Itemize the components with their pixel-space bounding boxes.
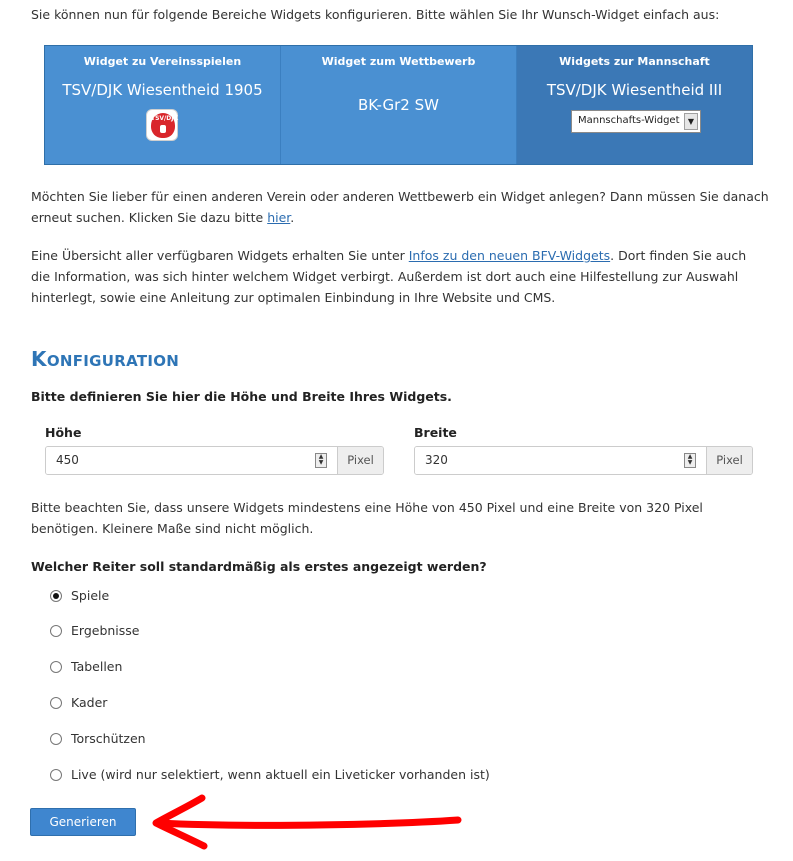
- widget-competition-name: BK-Gr2 SW: [358, 96, 439, 114]
- widget-title: Widgets zur Mannschaft: [559, 55, 710, 68]
- widget-selector: [44, 45, 753, 165]
- widget-club-name: TSV/DJK Wiesentheid 1905: [62, 81, 263, 99]
- widget-team-name: TSV/DJK Wiesentheid III: [546, 81, 723, 99]
- chevron-down-icon: ▼: [684, 113, 698, 130]
- stepper-icon[interactable]: ▲ ▼: [684, 453, 696, 468]
- width-unit: Pixel: [706, 447, 752, 474]
- widget-title: Widget zu Vereinsspielen: [83, 55, 242, 68]
- size-prompt: Bitte definieren Sie hier die Höhe und Breite Ihres Widgets.: [31, 389, 452, 404]
- widget-club-games[interactable]: [45, 46, 281, 164]
- width-input[interactable]: 320 ▲ ▼: [415, 447, 706, 474]
- section-heading: KONFIGURATION: [31, 347, 180, 371]
- radio-option-live[interactable]: Live (wird nur selektiert, wenn aktuell ein Liveticker vorhanden ist): [50, 767, 490, 782]
- widget-title: Widget zum Wettbewerb: [321, 55, 476, 68]
- width-field: [414, 446, 753, 475]
- height-label: Höhe: [45, 425, 82, 440]
- generate-button[interactable]: Generieren: [30, 808, 136, 836]
- radio-option-ergebnisse[interactable]: Ergebnisse: [50, 623, 140, 638]
- height-field: [45, 446, 384, 475]
- bfv-widgets-info-link[interactable]: Infos zu den neuen BFV-Widgets: [408, 248, 611, 263]
- radio-button[interactable]: [50, 769, 62, 781]
- radio-button[interactable]: [50, 625, 62, 637]
- widget-team[interactable]: [517, 46, 752, 164]
- radio-option-spiele[interactable]: Spiele: [50, 588, 109, 603]
- team-widget-select[interactable]: Mannschafts-Widget ▼: [571, 110, 701, 133]
- red-arrow-annotation: [140, 790, 470, 850]
- size-note: Bitte beachten Sie, dass unsere Widgets mindestens eine Höhe von 450 Pixel und eine Breite von 320 Pixel benötigen. Kleinere Maße sind nicht möglich.: [31, 500, 703, 536]
- search-again-link[interactable]: hier: [267, 210, 291, 225]
- widget-competition[interactable]: [281, 46, 517, 164]
- other-club-paragraph: Möchten Sie lieber für einen anderen Verein oder anderen Wettbewerb ein Widget anlegen? Dann müssen Sie danach erneut suchen. Klicken Sie dazu bitte hier.: [31, 189, 769, 225]
- overview-paragraph: Eine Übersicht aller verfügbaren Widgets erhalten Sie unter Infos zu den neuen BFV-Widgets. Dort finden Sie auch die Information, was sich hinter welchem Widget verbirgt. Außerdem ist dort auch eine Hilfestellung zur Auswahl hinterlegt, sowie eine Anleitung zur optimalen Einbindung in Ihre Website und CMS.: [31, 248, 747, 305]
- intro-text: Sie können nun für folgende Bereiche Widgets konfigurieren. Bitte wählen Sie Ihr Wunsch-Widget einfach aus:: [31, 7, 720, 22]
- club-logo-icon: TSV/DJK: [146, 109, 178, 141]
- stepper-icon[interactable]: ▲ ▼: [315, 453, 327, 468]
- height-unit: Pixel: [337, 447, 383, 474]
- radio-option-tabellen[interactable]: Tabellen: [50, 659, 122, 674]
- radio-button[interactable]: [50, 661, 62, 673]
- radio-button[interactable]: [50, 697, 62, 709]
- radio-option-kader[interactable]: Kader: [50, 695, 107, 710]
- height-input[interactable]: 450 ▲ ▼: [46, 447, 337, 474]
- radio-button[interactable]: [50, 733, 62, 745]
- radio-option-torschuetzen[interactable]: Torschützen: [50, 731, 146, 746]
- tab-question: Welcher Reiter soll standardmäßig als erstes angezeigt werden?: [31, 559, 487, 574]
- width-label: Breite: [414, 425, 457, 440]
- radio-button[interactable]: [50, 590, 62, 602]
